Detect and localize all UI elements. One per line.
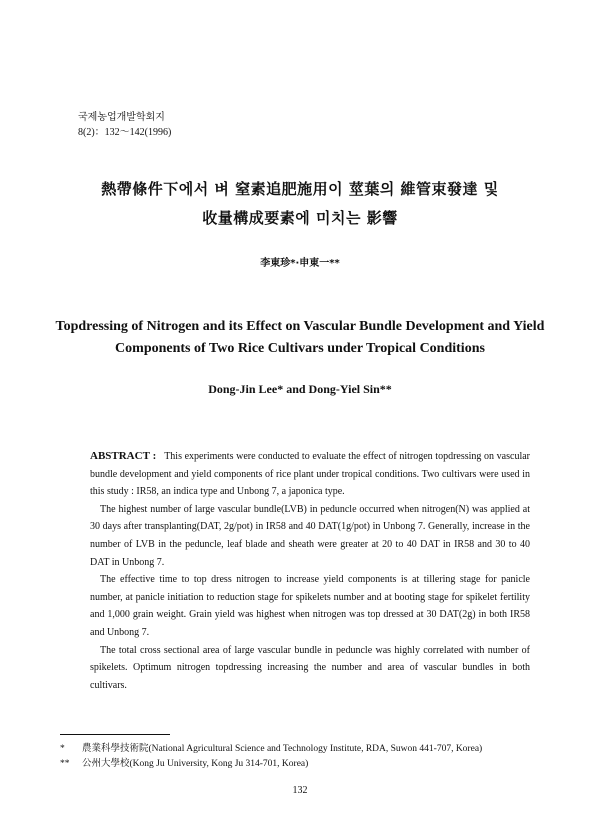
abstract-paragraph-1 <box>90 448 530 501</box>
abstract-paragraph-2: The highest number of large vascular bundle(LVB) in peduncle occurred when nitrogen(N) was applied at 30 days after transplanting(DAT, 2g/pot) in IR58 and 40 DAT(1g/pot) in Unbong 7. Generally, increase in the number of LVB in the peduncle, leaf blade and sheath were greater at 20 to 40 DAT in IR58 and 30 to 40 DAT in Unbong 7. <box>90 503 530 568</box>
abstract <box>90 448 530 694</box>
journal-name: 국제농업개발학회지 <box>78 112 165 123</box>
abstract-paragraph-4: The total cross sectional area of large vascular bundle in peduncle was highly correlated with number of spikelets. Optimum nitrogen topdressing increasing the number and area of vascular bundles in both cultivars. <box>90 644 530 691</box>
journal-header <box>78 110 171 140</box>
abstract-paragraph-3: The effective time to top dress nitrogen to increase yield components is at tillering stage for panicle number, at panicle initiation to reduction stage for spikelets number and at booting stage for spikelet fertility and 1,000 grain weight. Grain yield was highest when nitrogen was top dressed at 30 DAT(2g) in both IR58 and Unbong 7. <box>90 574 530 638</box>
journal-citation: 8(2)：132～142(1996) <box>78 127 172 138</box>
abstract-label: ABSTRACT : <box>90 450 157 462</box>
footnote-1-mark: * <box>60 744 65 754</box>
korean-authors: 李東珍*·申東一** <box>260 258 340 269</box>
korean-title-line-2: 收量構成要素에 미치는 影響 <box>202 209 398 227</box>
footnote-divider <box>60 734 170 735</box>
footnote-2 <box>60 757 482 772</box>
english-title-line-2: Components of Two Rice Cultivars under Tropical Conditions <box>115 341 485 356</box>
korean-title-line-1: 熱帶條件下에서 벼 窒素追肥施用이 莖葉의 維管束發達 및 <box>101 180 499 198</box>
english-authors: Dong-Jin Lee* and Dong-Yiel Sin** <box>208 382 392 396</box>
footnote-2-mark: ** <box>60 759 70 769</box>
footnote-1 <box>60 742 482 757</box>
page-number: 132 <box>292 785 308 796</box>
footnote-1-text: 農業科學技術院(National Agricultural Science and Technology Institute, RDA, Suwon 441-707, Korea) <box>82 744 483 754</box>
footnotes <box>60 742 482 772</box>
footnote-2-text: 公州大學校(Kong Ju University, Kong Ju 314-701, Korea) <box>82 759 309 769</box>
english-title-line-1: Topdressing of Nitrogen and its Effect on Vascular Bundle Development and Yield <box>55 319 545 334</box>
abstract-paragraph-1-text: This experiments were conducted to evaluate the effect of nitrogen topdressing on vascular bundle development and yield components of rice plant under tropical conditions. Two cultivars were used in this study : IR58, an indica type and Unbong 7, a japonica type. <box>90 451 530 498</box>
